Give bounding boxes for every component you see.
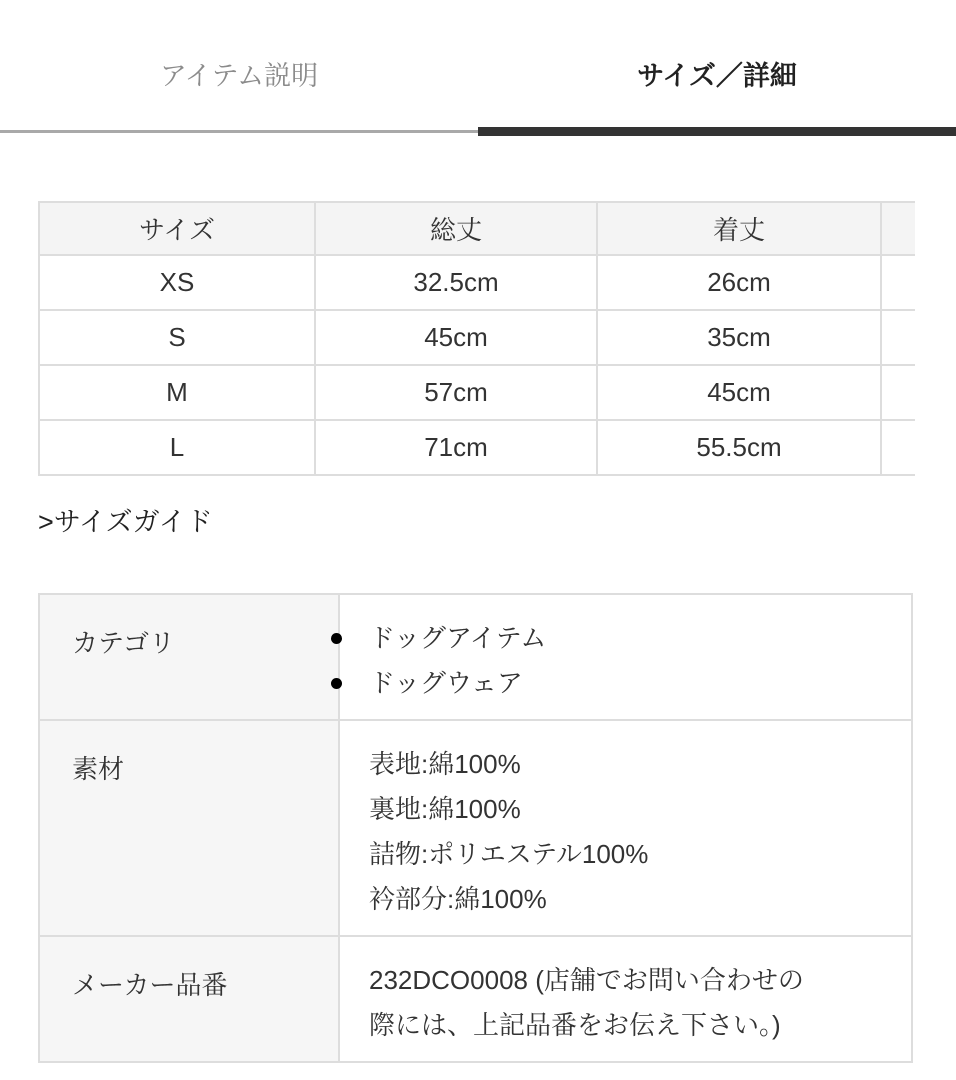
bullet-icon bbox=[331, 678, 342, 689]
total-length-column-header: 総丈 bbox=[315, 202, 597, 255]
table-row bbox=[39, 365, 915, 420]
tab-bar bbox=[0, 0, 956, 133]
body-length-cell: 35cm bbox=[597, 310, 881, 365]
maker-code-label: メーカー品番 bbox=[39, 936, 339, 1062]
total-length-cell: 71cm bbox=[315, 420, 597, 475]
category-item-label: ドッグウェア bbox=[369, 668, 523, 698]
clipped-cell bbox=[881, 365, 915, 420]
category-list bbox=[369, 616, 815, 706]
size-cell: M bbox=[39, 365, 315, 420]
maker-code-value: 232DCO0008 (店舗でお問い合わせの際には、上記品番をお伝え下さい。) bbox=[339, 936, 912, 1062]
size-guide-link[interactable]: >サイズガイド bbox=[38, 507, 213, 537]
product-details-table bbox=[38, 593, 913, 1063]
category-item-label: ドッグアイテム bbox=[369, 623, 547, 653]
material-value bbox=[339, 720, 912, 936]
material-line: 詰物:ポリエステル100% bbox=[369, 839, 649, 869]
body-length-cell: 45cm bbox=[597, 365, 881, 420]
material-line: 衿部分:綿100% bbox=[369, 884, 547, 914]
material-label: 素材 bbox=[39, 720, 339, 936]
table-row bbox=[39, 255, 915, 310]
total-length-cell: 45cm bbox=[315, 310, 597, 365]
maker-code-row bbox=[39, 936, 912, 1062]
clipped-cell bbox=[881, 310, 915, 365]
category-label: カテゴリ bbox=[39, 594, 339, 720]
total-length-cell: 32.5cm bbox=[315, 255, 597, 310]
material-row bbox=[39, 720, 912, 936]
tab-item-description-label: アイテム説明 bbox=[159, 61, 319, 91]
category-list-item[interactable] bbox=[369, 661, 815, 706]
body-length-cell: 55.5cm bbox=[597, 420, 881, 475]
bullet-icon bbox=[331, 633, 342, 644]
table-row bbox=[39, 310, 915, 365]
body-length-column-header: 着丈 bbox=[597, 202, 881, 255]
material-line: 表地:綿100% bbox=[369, 749, 521, 779]
category-value bbox=[339, 594, 912, 720]
size-cell: S bbox=[39, 310, 315, 365]
size-table-scroll-area[interactable] bbox=[38, 201, 915, 476]
clipped-cell bbox=[881, 420, 915, 475]
size-table-header-row bbox=[39, 202, 915, 255]
size-cell: L bbox=[39, 420, 315, 475]
body-length-cell: 26cm bbox=[597, 255, 881, 310]
tab-item-description[interactable] bbox=[0, 0, 478, 133]
size-cell: XS bbox=[39, 255, 315, 310]
size-table bbox=[38, 201, 915, 476]
clipped-column-header bbox=[881, 202, 915, 255]
category-row bbox=[39, 594, 912, 720]
tab-size-details[interactable] bbox=[478, 0, 956, 133]
total-length-cell: 57cm bbox=[315, 365, 597, 420]
material-line: 裏地:綿100% bbox=[369, 794, 521, 824]
active-tab-indicator bbox=[478, 127, 956, 136]
table-row bbox=[39, 420, 915, 475]
tab-size-details-label: サイズ／詳細 bbox=[637, 61, 797, 91]
clipped-cell bbox=[881, 255, 915, 310]
size-column-header: サイズ bbox=[39, 202, 315, 255]
category-list-item[interactable] bbox=[369, 616, 815, 661]
